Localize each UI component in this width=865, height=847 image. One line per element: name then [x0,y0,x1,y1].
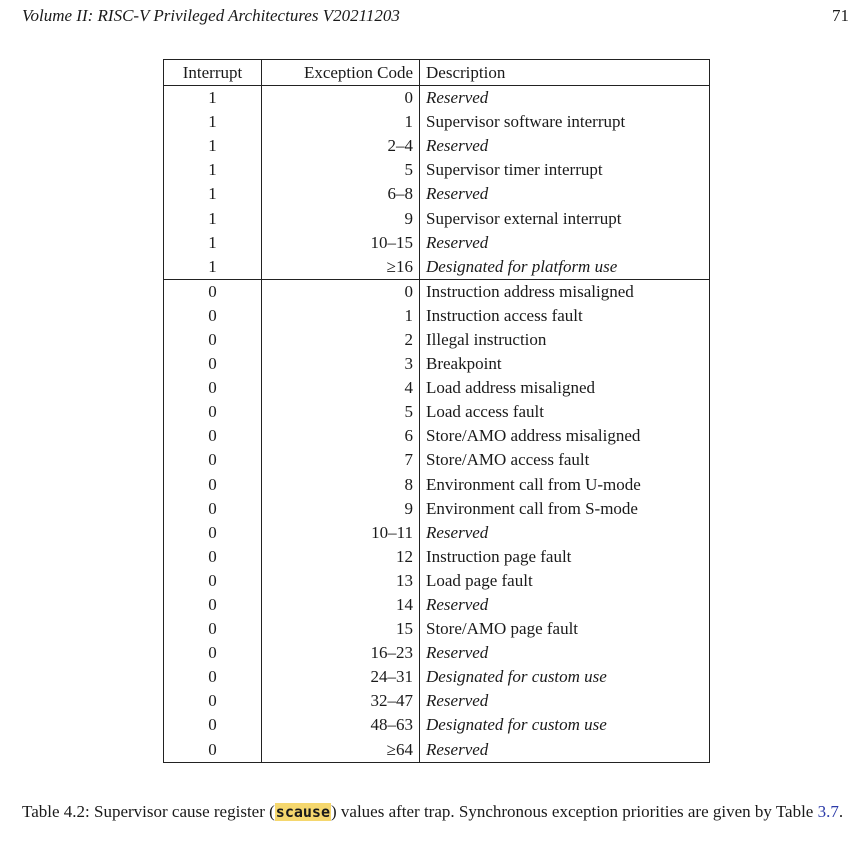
description-cell: Load address misaligned [420,376,710,400]
interrupt-cell: 1 [164,231,262,255]
description-cell: Supervisor external interrupt [420,206,710,230]
exception-code-cell: 1 [262,304,420,328]
exception-code-cell: 1 [262,110,420,134]
table-row [164,182,710,206]
table-row [164,279,710,304]
interrupt-cell: 1 [164,158,262,182]
table-row [164,593,710,617]
description-cell: Instruction page fault [420,545,710,569]
table-row [164,376,710,400]
table-row [164,231,710,255]
table-reference-link[interactable]: 3.7 [817,802,839,821]
exception-code-cell: 15 [262,617,420,641]
table-row [164,689,710,713]
exception-rows [164,279,710,762]
description-cell: Supervisor software interrupt [420,110,710,134]
description-cell: Reserved [420,521,710,545]
description-cell: Illegal instruction [420,328,710,352]
table-row [164,86,710,111]
interrupt-cell: 0 [164,545,262,569]
description-cell: Instruction address misaligned [420,279,710,304]
interrupt-cell: 0 [164,352,262,376]
exception-code-cell: 13 [262,569,420,593]
caption-suffix: . [838,802,844,821]
table-row [164,400,710,424]
table-row [164,352,710,376]
exception-code-cell: ≥16 [262,255,420,280]
table-row [164,665,710,689]
exception-code-cell: 32–47 [262,689,420,713]
interrupt-cell: 0 [164,473,262,497]
exception-code-cell: 4 [262,376,420,400]
running-title: Volume II: RISC-V Privileged Architectures V20211203 [22,6,400,25]
table-row [164,521,710,545]
description-cell: Designated for custom use [420,713,710,737]
description-cell: Supervisor timer interrupt [420,158,710,182]
table-row [164,738,710,763]
exception-code-cell: 10–15 [262,231,420,255]
table-row [164,255,710,280]
interrupt-cell: 0 [164,424,262,448]
table-row [164,158,710,182]
interrupt-cell: 1 [164,255,262,280]
exception-code-cell: 5 [262,158,420,182]
exception-code-cell: 24–31 [262,665,420,689]
interrupt-cell: 0 [164,713,262,737]
caption-middle: ) values after trap. Synchronous exception priorities are given by Table [330,802,818,821]
column-header-interrupt: Interrupt [164,60,262,86]
description-cell: Reserved [420,182,710,206]
exception-code-cell: 0 [262,279,420,304]
description-cell: Instruction access fault [420,304,710,328]
interrupt-cell: 0 [164,400,262,424]
interrupt-cell: 0 [164,738,262,763]
interrupt-cell: 1 [164,182,262,206]
exception-code-cell: 2 [262,328,420,352]
interrupt-cell: 1 [164,134,262,158]
exception-code-cell: 14 [262,593,420,617]
exception-code-cell: 0 [262,86,420,111]
table-caption [22,800,857,824]
exception-code-cell: 10–11 [262,521,420,545]
interrupt-cell: 1 [164,86,262,111]
interrupt-cell: 0 [164,689,262,713]
table-row [164,328,710,352]
table-row [164,713,710,737]
exception-code-cell: 48–63 [262,713,420,737]
exception-code-cell: 12 [262,545,420,569]
description-cell: Reserved [420,738,710,763]
interrupt-cell: 0 [164,376,262,400]
exception-code-cell: 6–8 [262,182,420,206]
description-cell: Environment call from U-mode [420,473,710,497]
exception-code-cell: 16–23 [262,641,420,665]
description-cell: Load access fault [420,400,710,424]
exception-code-cell: ≥64 [262,738,420,763]
description-cell: Reserved [420,86,710,111]
table-row [164,110,710,134]
table-row [164,304,710,328]
interrupt-cell: 0 [164,448,262,472]
description-cell: Reserved [420,593,710,617]
description-cell: Store/AMO access fault [420,448,710,472]
table-row [164,424,710,448]
interrupt-cell: 1 [164,206,262,230]
interrupt-cell: 0 [164,497,262,521]
interrupt-cell: 0 [164,617,262,641]
page-header [22,6,849,30]
description-cell: Reserved [420,134,710,158]
description-cell: Reserved [420,641,710,665]
description-cell: Store/AMO address misaligned [420,424,710,448]
table-row [164,569,710,593]
exception-code-cell: 2–4 [262,134,420,158]
table-row [164,497,710,521]
description-cell: Designated for custom use [420,665,710,689]
interrupt-cell: 0 [164,593,262,617]
exception-code-cell: 6 [262,424,420,448]
scause-table [163,59,710,763]
exception-code-cell: 7 [262,448,420,472]
description-cell: Designated for platform use [420,255,710,280]
table-row [164,641,710,665]
page-number: 71 [832,6,849,25]
table-header-row [164,60,710,86]
column-header-description: Description [420,60,710,86]
table-row [164,206,710,230]
interrupt-cell: 0 [164,569,262,593]
description-cell: Reserved [420,231,710,255]
table-row [164,448,710,472]
interrupt-cell: 0 [164,665,262,689]
interrupt-cell: 0 [164,304,262,328]
table-row [164,134,710,158]
description-cell: Store/AMO page fault [420,617,710,641]
exception-code-cell: 8 [262,473,420,497]
interrupt-cell: 0 [164,521,262,545]
exception-code-cell: 3 [262,352,420,376]
description-cell: Load page fault [420,569,710,593]
register-name: scause [275,803,330,821]
table-row [164,617,710,641]
exception-code-cell: 9 [262,497,420,521]
table-row [164,545,710,569]
caption-prefix: Table 4.2: Supervisor cause register ( [22,802,275,821]
description-cell: Environment call from S-mode [420,497,710,521]
interrupt-cell: 1 [164,110,262,134]
column-header-exception-code: Exception Code [262,60,420,86]
interrupt-rows [164,86,710,280]
description-cell: Reserved [420,689,710,713]
interrupt-cell: 0 [164,641,262,665]
exception-code-cell: 9 [262,206,420,230]
interrupt-cell: 0 [164,279,262,304]
table-row [164,473,710,497]
interrupt-cell: 0 [164,328,262,352]
description-cell: Breakpoint [420,352,710,376]
exception-code-cell: 5 [262,400,420,424]
